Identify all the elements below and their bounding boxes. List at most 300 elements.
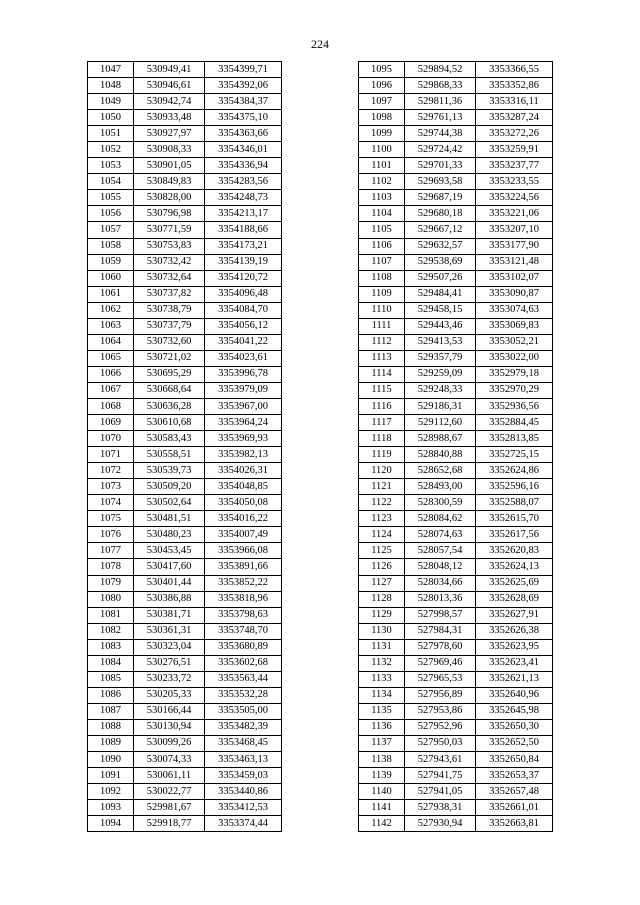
x-coordinate-cell: 530558,51 xyxy=(134,447,205,463)
table-row xyxy=(359,559,553,575)
point-number-cell: 1130 xyxy=(359,623,405,639)
x-coordinate-cell: 530901,05 xyxy=(134,158,205,174)
x-coordinate-cell: 530737,82 xyxy=(134,286,205,302)
point-number-cell: 1060 xyxy=(88,270,134,286)
x-coordinate-cell: 527984,31 xyxy=(405,623,476,639)
x-coordinate-cell: 527956,89 xyxy=(405,687,476,703)
table-row xyxy=(88,623,282,639)
point-number-cell: 1139 xyxy=(359,768,405,784)
y-coordinate-cell: 3353891,66 xyxy=(205,559,282,575)
x-coordinate-cell: 530738,79 xyxy=(134,302,205,318)
x-coordinate-cell: 527938,31 xyxy=(405,800,476,816)
point-number-cell: 1096 xyxy=(359,78,405,94)
point-number-cell: 1119 xyxy=(359,447,405,463)
table-row xyxy=(359,94,553,110)
x-coordinate-cell: 530771,59 xyxy=(134,222,205,238)
x-coordinate-cell: 530732,60 xyxy=(134,334,205,350)
x-coordinate-cell: 530276,51 xyxy=(134,655,205,671)
x-coordinate-cell: 529538,69 xyxy=(405,254,476,270)
x-coordinate-cell: 527952,96 xyxy=(405,719,476,735)
table-row xyxy=(88,158,282,174)
y-coordinate-cell: 3353366,55 xyxy=(476,62,553,78)
table-row xyxy=(359,270,553,286)
table-row xyxy=(88,816,282,832)
x-coordinate-cell: 530417,60 xyxy=(134,559,205,575)
table-row xyxy=(88,382,282,398)
y-coordinate-cell: 3353505,00 xyxy=(205,703,282,719)
y-coordinate-cell: 3352588,07 xyxy=(476,495,553,511)
table-row xyxy=(88,752,282,768)
y-coordinate-cell: 3353177,90 xyxy=(476,238,553,254)
x-coordinate-cell: 527969,46 xyxy=(405,655,476,671)
y-coordinate-cell: 3353748,70 xyxy=(205,623,282,639)
table-row xyxy=(88,463,282,479)
x-coordinate-cell: 530401,44 xyxy=(134,575,205,591)
y-coordinate-cell: 3353532,28 xyxy=(205,687,282,703)
point-number-cell: 1118 xyxy=(359,431,405,447)
point-number-cell: 1063 xyxy=(88,318,134,334)
point-number-cell: 1114 xyxy=(359,366,405,382)
x-coordinate-cell: 530942,74 xyxy=(134,94,205,110)
table-row xyxy=(88,318,282,334)
x-coordinate-cell: 529680,18 xyxy=(405,206,476,222)
y-coordinate-cell: 3352725,15 xyxy=(476,447,553,463)
point-number-cell: 1066 xyxy=(88,366,134,382)
point-number-cell: 1095 xyxy=(359,62,405,78)
point-number-cell: 1080 xyxy=(88,591,134,607)
x-coordinate-cell: 530636,28 xyxy=(134,398,205,414)
y-coordinate-cell: 3353964,24 xyxy=(205,415,282,431)
y-coordinate-cell: 3354213,17 xyxy=(205,206,282,222)
point-number-cell: 1113 xyxy=(359,350,405,366)
point-number-cell: 1084 xyxy=(88,655,134,671)
x-coordinate-cell: 528057,54 xyxy=(405,543,476,559)
point-number-cell: 1126 xyxy=(359,559,405,575)
point-number-cell: 1055 xyxy=(88,190,134,206)
x-coordinate-cell: 528034,66 xyxy=(405,575,476,591)
y-coordinate-cell: 3352623,41 xyxy=(476,655,553,671)
table-row xyxy=(88,639,282,655)
point-number-cell: 1120 xyxy=(359,463,405,479)
x-coordinate-cell: 529761,13 xyxy=(405,110,476,126)
table-row xyxy=(88,687,282,703)
y-coordinate-cell: 3354375,10 xyxy=(205,110,282,126)
x-coordinate-cell: 529693,58 xyxy=(405,174,476,190)
point-number-cell: 1062 xyxy=(88,302,134,318)
x-coordinate-cell: 530583,43 xyxy=(134,431,205,447)
y-coordinate-cell: 3352813,85 xyxy=(476,431,553,447)
x-coordinate-cell: 527941,75 xyxy=(405,768,476,784)
y-coordinate-cell: 3353563,44 xyxy=(205,671,282,687)
y-coordinate-cell: 3352624,86 xyxy=(476,463,553,479)
table-row xyxy=(359,190,553,206)
x-coordinate-cell: 529484,41 xyxy=(405,286,476,302)
point-number-cell: 1061 xyxy=(88,286,134,302)
table-row xyxy=(88,94,282,110)
y-coordinate-cell: 3352650,30 xyxy=(476,719,553,735)
table-row xyxy=(359,591,553,607)
y-coordinate-cell: 3353272,26 xyxy=(476,126,553,142)
y-coordinate-cell: 3352652,50 xyxy=(476,735,553,751)
x-coordinate-cell: 530732,42 xyxy=(134,254,205,270)
table-row xyxy=(88,78,282,94)
table-row xyxy=(359,800,553,816)
table-row xyxy=(359,206,553,222)
table-row xyxy=(359,543,553,559)
y-coordinate-cell: 3352625,69 xyxy=(476,575,553,591)
x-coordinate-cell: 527930,94 xyxy=(405,816,476,832)
x-coordinate-cell: 527953,86 xyxy=(405,703,476,719)
table-row xyxy=(88,431,282,447)
table-row xyxy=(88,238,282,254)
table-row xyxy=(359,62,553,78)
y-coordinate-cell: 3352596,16 xyxy=(476,479,553,495)
y-coordinate-cell: 3352663,81 xyxy=(476,816,553,832)
x-coordinate-cell: 530361,31 xyxy=(134,623,205,639)
y-coordinate-cell: 3353074,63 xyxy=(476,302,553,318)
point-number-cell: 1107 xyxy=(359,254,405,270)
y-coordinate-cell: 3353798,63 xyxy=(205,607,282,623)
y-coordinate-cell: 3354026,31 xyxy=(205,463,282,479)
point-number-cell: 1064 xyxy=(88,334,134,350)
point-number-cell: 1054 xyxy=(88,174,134,190)
point-number-cell: 1138 xyxy=(359,752,405,768)
x-coordinate-cell: 530509,20 xyxy=(134,479,205,495)
table-row xyxy=(359,222,553,238)
x-coordinate-cell: 528048,12 xyxy=(405,559,476,575)
point-number-cell: 1090 xyxy=(88,752,134,768)
x-coordinate-cell: 530539,73 xyxy=(134,463,205,479)
table-row xyxy=(359,238,553,254)
y-coordinate-cell: 3354139,19 xyxy=(205,254,282,270)
x-coordinate-cell: 530849,83 xyxy=(134,174,205,190)
table-row xyxy=(88,174,282,190)
table-row xyxy=(88,575,282,591)
point-number-cell: 1133 xyxy=(359,671,405,687)
point-number-cell: 1122 xyxy=(359,495,405,511)
table-row xyxy=(88,222,282,238)
table-row xyxy=(88,206,282,222)
x-coordinate-cell: 530753,83 xyxy=(134,238,205,254)
x-coordinate-cell: 529357,79 xyxy=(405,350,476,366)
point-number-cell: 1069 xyxy=(88,415,134,431)
y-coordinate-cell: 3353966,08 xyxy=(205,543,282,559)
y-coordinate-cell: 3353102,07 xyxy=(476,270,553,286)
point-number-cell: 1072 xyxy=(88,463,134,479)
x-coordinate-cell: 527941,05 xyxy=(405,784,476,800)
y-coordinate-cell: 3352661,01 xyxy=(476,800,553,816)
table-row xyxy=(359,398,553,414)
x-coordinate-cell: 529248,33 xyxy=(405,382,476,398)
point-number-cell: 1083 xyxy=(88,639,134,655)
x-coordinate-cell: 529894,52 xyxy=(405,62,476,78)
y-coordinate-cell: 3352627,91 xyxy=(476,607,553,623)
y-coordinate-cell: 3353602,68 xyxy=(205,655,282,671)
point-number-cell: 1048 xyxy=(88,78,134,94)
point-number-cell: 1110 xyxy=(359,302,405,318)
table-row xyxy=(88,768,282,784)
x-coordinate-cell: 530480,23 xyxy=(134,527,205,543)
table-row xyxy=(359,110,553,126)
point-number-cell: 1077 xyxy=(88,543,134,559)
x-coordinate-cell: 529868,33 xyxy=(405,78,476,94)
point-number-cell: 1089 xyxy=(88,735,134,751)
point-number-cell: 1141 xyxy=(359,800,405,816)
y-coordinate-cell: 3354346,01 xyxy=(205,142,282,158)
x-coordinate-cell: 529507,26 xyxy=(405,270,476,286)
point-number-cell: 1076 xyxy=(88,527,134,543)
point-number-cell: 1079 xyxy=(88,575,134,591)
point-number-cell: 1123 xyxy=(359,511,405,527)
y-coordinate-cell: 3353979,09 xyxy=(205,382,282,398)
point-number-cell: 1070 xyxy=(88,431,134,447)
table-row xyxy=(88,350,282,366)
x-coordinate-cell: 529744,38 xyxy=(405,126,476,142)
x-coordinate-cell: 530166,44 xyxy=(134,703,205,719)
table-row xyxy=(88,190,282,206)
point-number-cell: 1109 xyxy=(359,286,405,302)
table-row xyxy=(359,511,553,527)
y-coordinate-cell: 3352640,96 xyxy=(476,687,553,703)
x-coordinate-cell: 530099,26 xyxy=(134,735,205,751)
y-coordinate-cell: 3353852,22 xyxy=(205,575,282,591)
point-number-cell: 1098 xyxy=(359,110,405,126)
y-coordinate-cell: 3354399,71 xyxy=(205,62,282,78)
y-coordinate-cell: 3354336,94 xyxy=(205,158,282,174)
x-coordinate-cell: 530061,11 xyxy=(134,768,205,784)
x-coordinate-cell: 529667,12 xyxy=(405,222,476,238)
point-number-cell: 1116 xyxy=(359,398,405,414)
point-number-cell: 1092 xyxy=(88,784,134,800)
x-coordinate-cell: 527998,57 xyxy=(405,607,476,623)
y-coordinate-cell: 3352620,83 xyxy=(476,543,553,559)
y-coordinate-cell: 3354392,06 xyxy=(205,78,282,94)
x-coordinate-cell: 529918,77 xyxy=(134,816,205,832)
point-number-cell: 1108 xyxy=(359,270,405,286)
table-row xyxy=(359,655,553,671)
point-number-cell: 1074 xyxy=(88,495,134,511)
table-row xyxy=(359,495,553,511)
y-coordinate-cell: 3354041,22 xyxy=(205,334,282,350)
point-number-cell: 1078 xyxy=(88,559,134,575)
x-coordinate-cell: 528493,00 xyxy=(405,479,476,495)
y-coordinate-cell: 3353259,91 xyxy=(476,142,553,158)
point-number-cell: 1099 xyxy=(359,126,405,142)
y-coordinate-cell: 3354023,61 xyxy=(205,350,282,366)
point-number-cell: 1050 xyxy=(88,110,134,126)
point-number-cell: 1086 xyxy=(88,687,134,703)
y-coordinate-cell: 3352979,18 xyxy=(476,366,553,382)
y-coordinate-cell: 3353022,00 xyxy=(476,350,553,366)
y-coordinate-cell: 3353207,10 xyxy=(476,222,553,238)
table-row xyxy=(88,655,282,671)
table-row xyxy=(359,254,553,270)
point-number-cell: 1058 xyxy=(88,238,134,254)
y-coordinate-cell: 3353967,00 xyxy=(205,398,282,414)
table-row xyxy=(88,559,282,575)
point-number-cell: 1124 xyxy=(359,527,405,543)
point-number-cell: 1103 xyxy=(359,190,405,206)
table-row xyxy=(359,703,553,719)
y-coordinate-cell: 3352657,48 xyxy=(476,784,553,800)
coordinates-table-left xyxy=(87,61,282,832)
table-row xyxy=(359,575,553,591)
x-coordinate-cell: 529443,46 xyxy=(405,318,476,334)
point-number-cell: 1088 xyxy=(88,719,134,735)
x-coordinate-cell: 527943,61 xyxy=(405,752,476,768)
y-coordinate-cell: 3354016,22 xyxy=(205,511,282,527)
table-row xyxy=(88,366,282,382)
point-number-cell: 1105 xyxy=(359,222,405,238)
x-coordinate-cell: 530205,33 xyxy=(134,687,205,703)
x-coordinate-cell: 528074,63 xyxy=(405,527,476,543)
y-coordinate-cell: 3353996,78 xyxy=(205,366,282,382)
y-coordinate-cell: 3352970,29 xyxy=(476,382,553,398)
table-row xyxy=(359,286,553,302)
x-coordinate-cell: 529811,36 xyxy=(405,94,476,110)
y-coordinate-cell: 3354188,66 xyxy=(205,222,282,238)
point-number-cell: 1067 xyxy=(88,382,134,398)
point-number-cell: 1093 xyxy=(88,800,134,816)
table-row xyxy=(359,302,553,318)
point-number-cell: 1136 xyxy=(359,719,405,735)
table-row xyxy=(88,398,282,414)
y-coordinate-cell: 3354283,56 xyxy=(205,174,282,190)
x-coordinate-cell: 530721,02 xyxy=(134,350,205,366)
point-number-cell: 1073 xyxy=(88,479,134,495)
point-number-cell: 1102 xyxy=(359,174,405,190)
x-coordinate-cell: 530946,61 xyxy=(134,78,205,94)
table-row xyxy=(88,142,282,158)
table-row xyxy=(359,527,553,543)
table-row xyxy=(88,110,282,126)
y-coordinate-cell: 3353287,24 xyxy=(476,110,553,126)
y-coordinate-cell: 3353237,77 xyxy=(476,158,553,174)
y-coordinate-cell: 3353982,13 xyxy=(205,447,282,463)
x-coordinate-cell: 528840,88 xyxy=(405,447,476,463)
table-row xyxy=(359,382,553,398)
table-row xyxy=(359,174,553,190)
table-row xyxy=(88,479,282,495)
point-number-cell: 1075 xyxy=(88,511,134,527)
x-coordinate-cell: 530481,51 xyxy=(134,511,205,527)
table-row xyxy=(88,270,282,286)
point-number-cell: 1053 xyxy=(88,158,134,174)
y-coordinate-cell: 3354363,66 xyxy=(205,126,282,142)
table-row xyxy=(88,62,282,78)
point-number-cell: 1134 xyxy=(359,687,405,703)
x-coordinate-cell: 530668,64 xyxy=(134,382,205,398)
point-number-cell: 1052 xyxy=(88,142,134,158)
table-row xyxy=(359,415,553,431)
x-coordinate-cell: 528300,59 xyxy=(405,495,476,511)
coordinates-table-right xyxy=(358,61,553,832)
point-number-cell: 1132 xyxy=(359,655,405,671)
x-coordinate-cell: 530022,77 xyxy=(134,784,205,800)
table-row xyxy=(359,78,553,94)
point-number-cell: 1131 xyxy=(359,639,405,655)
y-coordinate-cell: 3352628,69 xyxy=(476,591,553,607)
x-coordinate-cell: 530381,71 xyxy=(134,607,205,623)
x-coordinate-cell: 530502,64 xyxy=(134,495,205,511)
table-row xyxy=(88,784,282,800)
table-row xyxy=(359,735,553,751)
point-number-cell: 1087 xyxy=(88,703,134,719)
y-coordinate-cell: 3354384,37 xyxy=(205,94,282,110)
y-coordinate-cell: 3352621,13 xyxy=(476,671,553,687)
table-row xyxy=(359,752,553,768)
y-coordinate-cell: 3352615,70 xyxy=(476,511,553,527)
y-coordinate-cell: 3353969,93 xyxy=(205,431,282,447)
point-number-cell: 1047 xyxy=(88,62,134,78)
table-row xyxy=(359,671,553,687)
y-coordinate-cell: 3354096,48 xyxy=(205,286,282,302)
y-coordinate-cell: 3352650,84 xyxy=(476,752,553,768)
y-coordinate-cell: 3352623,95 xyxy=(476,639,553,655)
table-row xyxy=(359,366,553,382)
point-number-cell: 1128 xyxy=(359,591,405,607)
x-coordinate-cell: 530130,94 xyxy=(134,719,205,735)
point-number-cell: 1121 xyxy=(359,479,405,495)
point-number-cell: 1051 xyxy=(88,126,134,142)
x-coordinate-cell: 529687,19 xyxy=(405,190,476,206)
y-coordinate-cell: 3352624,13 xyxy=(476,559,553,575)
y-coordinate-cell: 3353352,86 xyxy=(476,78,553,94)
x-coordinate-cell: 530908,33 xyxy=(134,142,205,158)
x-coordinate-cell: 530233,72 xyxy=(134,671,205,687)
x-coordinate-cell: 529259,09 xyxy=(405,366,476,382)
y-coordinate-cell: 3353818,96 xyxy=(205,591,282,607)
y-coordinate-cell: 3352936,56 xyxy=(476,398,553,414)
table-row xyxy=(359,350,553,366)
point-number-cell: 1140 xyxy=(359,784,405,800)
point-number-cell: 1068 xyxy=(88,398,134,414)
table-row xyxy=(359,784,553,800)
point-number-cell: 1071 xyxy=(88,447,134,463)
point-number-cell: 1111 xyxy=(359,318,405,334)
y-coordinate-cell: 3353090,87 xyxy=(476,286,553,302)
y-coordinate-cell: 3354173,21 xyxy=(205,238,282,254)
y-coordinate-cell: 3353680,89 xyxy=(205,639,282,655)
x-coordinate-cell: 528652,68 xyxy=(405,463,476,479)
point-number-cell: 1117 xyxy=(359,415,405,431)
y-coordinate-cell: 3353052,21 xyxy=(476,334,553,350)
x-coordinate-cell: 530927,97 xyxy=(134,126,205,142)
y-coordinate-cell: 3353468,45 xyxy=(205,735,282,751)
y-coordinate-cell: 3353233,55 xyxy=(476,174,553,190)
table-row xyxy=(359,463,553,479)
table-row xyxy=(359,318,553,334)
table-row xyxy=(88,800,282,816)
x-coordinate-cell: 529413,53 xyxy=(405,334,476,350)
x-coordinate-cell: 530737,79 xyxy=(134,318,205,334)
x-coordinate-cell: 529112,60 xyxy=(405,415,476,431)
table-row xyxy=(88,671,282,687)
table-body xyxy=(88,62,282,832)
table-row xyxy=(88,543,282,559)
table-row xyxy=(88,607,282,623)
point-number-cell: 1049 xyxy=(88,94,134,110)
x-coordinate-cell: 527978,60 xyxy=(405,639,476,655)
point-number-cell: 1056 xyxy=(88,206,134,222)
table-row xyxy=(359,816,553,832)
y-coordinate-cell: 3353224,56 xyxy=(476,190,553,206)
table-row xyxy=(359,607,553,623)
point-number-cell: 1115 xyxy=(359,382,405,398)
point-number-cell: 1085 xyxy=(88,671,134,687)
x-coordinate-cell: 529632,57 xyxy=(405,238,476,254)
table-row xyxy=(359,639,553,655)
